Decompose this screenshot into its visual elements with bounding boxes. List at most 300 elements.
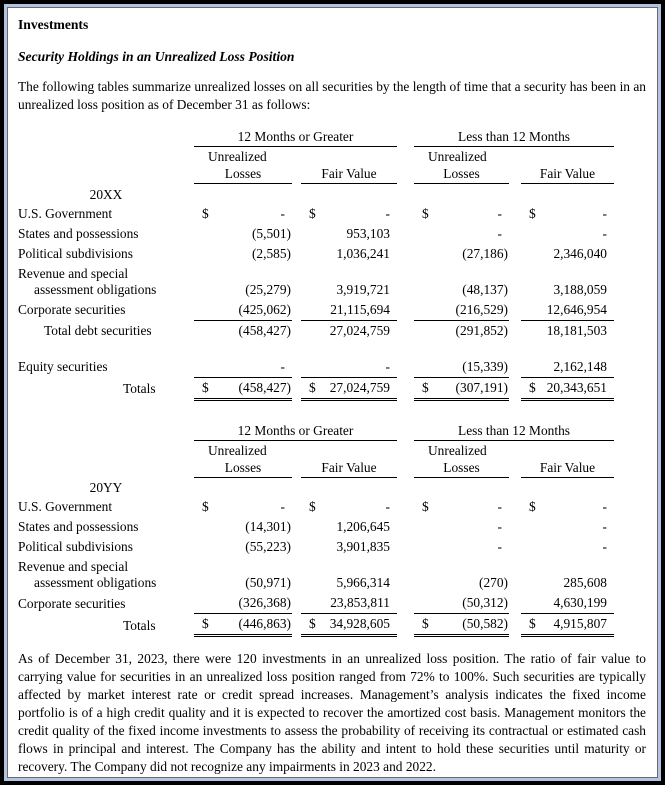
group-header-row xyxy=(18,422,614,441)
column-gap xyxy=(397,357,414,378)
value-cell xyxy=(194,244,292,264)
column-gap xyxy=(397,497,414,517)
currency-symbol xyxy=(414,246,425,262)
column-gap xyxy=(292,593,301,614)
currency-symbol: $ xyxy=(202,379,209,395)
document-page xyxy=(7,7,658,778)
value: 3,919,721 xyxy=(336,281,390,297)
currency-symbol xyxy=(521,226,532,242)
column-gap xyxy=(292,264,301,300)
value-cell xyxy=(414,497,509,517)
value: (2,585) xyxy=(251,245,291,261)
currency-symbol xyxy=(301,282,312,298)
value-cell xyxy=(521,204,614,224)
value-cell xyxy=(194,614,292,636)
column-header-line2: Losses xyxy=(443,166,480,181)
value-cell xyxy=(521,517,614,537)
column-gap xyxy=(397,204,414,224)
column-gap xyxy=(509,204,521,224)
currency-symbol xyxy=(521,595,532,611)
value: 23,853,811 xyxy=(330,595,390,610)
value: 21,115,694 xyxy=(330,301,390,317)
currency-symbol xyxy=(194,539,205,555)
unrealized-loss-table-20xx xyxy=(18,128,614,401)
row-label-line2: assessment obligations xyxy=(34,281,157,297)
currency-symbol: $ xyxy=(202,205,209,221)
column-gap xyxy=(397,517,414,537)
column-header-unrealized-losses xyxy=(414,440,509,477)
table-row xyxy=(18,557,614,593)
column-header-line1 xyxy=(521,441,614,459)
group-header-less-than-12-months: Less than 12 Months xyxy=(414,128,614,147)
currency-symbol: $ xyxy=(422,205,429,221)
value: - xyxy=(280,358,285,374)
value-cell xyxy=(521,377,614,399)
currency-symbol xyxy=(301,246,312,262)
row-label-line1: Revenue and special xyxy=(18,265,129,281)
value-cell xyxy=(194,320,292,341)
column-header-line2: Losses xyxy=(443,459,480,475)
value: - xyxy=(602,519,607,534)
row-label xyxy=(18,264,194,300)
table-row xyxy=(18,357,614,378)
value: (14,301) xyxy=(245,519,291,534)
value: (55,223) xyxy=(245,539,291,554)
currency-symbol xyxy=(194,519,205,535)
table-row xyxy=(18,497,614,517)
column-header-line2: Losses xyxy=(224,459,262,475)
value-cell xyxy=(521,593,614,614)
row-label xyxy=(18,204,194,224)
value-cell xyxy=(521,264,614,300)
currency-symbol: $ xyxy=(309,205,316,221)
value: (25,279) xyxy=(245,281,291,297)
table-row xyxy=(18,224,614,244)
column-header-unrealized-losses xyxy=(414,147,509,184)
currency-symbol xyxy=(414,282,425,298)
currency-symbol xyxy=(414,226,425,242)
table-row xyxy=(18,517,614,537)
column-header-row xyxy=(18,147,614,184)
value: 3,188,059 xyxy=(553,281,607,297)
column-gap xyxy=(397,422,414,441)
value-cell xyxy=(194,557,292,593)
column-gap xyxy=(397,614,414,636)
value-cell xyxy=(301,377,397,399)
column-gap xyxy=(509,517,521,537)
value-cell xyxy=(414,264,509,300)
value: 27,024,759 xyxy=(329,379,390,395)
column-header-line2: Fair Value xyxy=(321,459,377,475)
group-header-12-months-or-greater: 12 Months or Greater xyxy=(194,128,397,147)
column-header-fair-value xyxy=(521,440,614,477)
currency-symbol: $ xyxy=(529,499,536,514)
table-row xyxy=(18,537,614,557)
currency-symbol xyxy=(194,282,205,298)
value: (307,191) xyxy=(455,379,508,395)
value-cell xyxy=(301,244,397,264)
currency-symbol xyxy=(414,519,425,535)
value-cell xyxy=(301,264,397,300)
table-row xyxy=(18,320,614,341)
value: - xyxy=(497,225,502,241)
column-gap xyxy=(397,244,414,264)
currency-symbol xyxy=(521,575,532,591)
value: (291,852) xyxy=(455,322,508,338)
row-label-line1: Revenue and special xyxy=(18,559,129,574)
label-column-spacer xyxy=(18,422,194,441)
value-cell xyxy=(194,377,292,399)
value-cell xyxy=(414,557,509,593)
column-gap xyxy=(509,614,521,636)
year-label: 20YY xyxy=(89,480,123,495)
value-cell xyxy=(301,204,397,224)
value: 1,206,645 xyxy=(336,519,390,534)
column-header-row xyxy=(18,440,614,477)
closing-paragraph: As of December 31, 2023, there were 120 investments in an unrealized loss position. The ratio of fair value to carrying value for securities in an unrealized loss position ranged from 72% to 100%. Such securities are typically affected by market interest rate or credit spread increases. Management’s analysis indicates the fixed income portfolio is of a high credit quality and it is expected to recover the amortized cost basis. Management monitors the credit quality of the fixed income investments to assess the probability of receiving its contractual or estimated cash flows in principal and interest. The Company has the ability and intent to hold these securities until maturity or recovery. The Company did not recognize any impairments in 2023 and 2022. xyxy=(18,651,646,774)
column-gap xyxy=(292,614,301,636)
label-column-spacer xyxy=(18,128,194,147)
row-label xyxy=(18,497,194,517)
value-cell xyxy=(414,357,509,378)
value: - xyxy=(280,205,285,221)
row-label xyxy=(18,377,194,399)
currency-symbol xyxy=(414,359,425,375)
value-cell xyxy=(194,517,292,537)
spacer-row xyxy=(18,341,614,357)
row-label xyxy=(18,357,194,378)
value-cell xyxy=(301,300,397,321)
value: - xyxy=(497,519,502,534)
column-gap xyxy=(509,537,521,557)
currency-symbol xyxy=(521,519,532,535)
currency-symbol xyxy=(194,226,205,242)
column-gap xyxy=(509,244,521,264)
currency-symbol xyxy=(194,246,205,262)
table-row xyxy=(18,614,614,636)
value-cell xyxy=(301,593,397,614)
column-gap xyxy=(292,357,301,378)
value: (15,339) xyxy=(462,358,508,374)
value: (446,863) xyxy=(238,616,291,631)
value-cell xyxy=(414,517,509,537)
value: 1,036,241 xyxy=(336,245,390,261)
value-cell xyxy=(414,224,509,244)
value: (50,971) xyxy=(245,575,291,590)
table-row xyxy=(18,204,614,224)
value-cell xyxy=(301,537,397,557)
value: (5,501) xyxy=(251,225,291,241)
value-cell xyxy=(301,497,397,517)
value: (270) xyxy=(478,575,508,590)
value-cell xyxy=(301,614,397,636)
row-label xyxy=(18,224,194,244)
value-cell xyxy=(301,557,397,593)
value: (50,312) xyxy=(462,595,508,610)
column-header-line1: Unrealized xyxy=(208,442,267,458)
row-label-line1: Corporate securities xyxy=(18,595,126,611)
currency-symbol xyxy=(521,282,532,298)
value-cell xyxy=(414,320,509,341)
column-header-line1 xyxy=(301,441,397,459)
table-row xyxy=(18,300,614,321)
table-row xyxy=(18,244,614,264)
currency-symbol: $ xyxy=(202,616,209,631)
group-header-12-months-or-greater: 12 Months or Greater xyxy=(194,422,397,441)
value: - xyxy=(497,205,502,221)
currency-symbol xyxy=(301,359,312,375)
value-cell xyxy=(194,537,292,557)
value: 2,346,040 xyxy=(553,245,607,261)
value-cell xyxy=(414,204,509,224)
year-row-spacer xyxy=(194,184,614,204)
value-cell xyxy=(194,300,292,321)
currency-symbol xyxy=(194,575,205,591)
value-cell xyxy=(194,497,292,517)
value: - xyxy=(602,499,607,514)
row-label-line1: Political subdivisions xyxy=(18,539,133,554)
currency-symbol: $ xyxy=(422,499,429,514)
row-label-line1: Corporate securities xyxy=(18,302,126,317)
currency-symbol xyxy=(414,575,425,591)
year-label: 20XX xyxy=(89,186,123,202)
value: (216,529) xyxy=(455,301,508,317)
value: (27,186) xyxy=(462,245,508,261)
value-cell xyxy=(301,357,397,378)
label-column-spacer xyxy=(18,147,194,184)
currency-symbol xyxy=(521,539,532,555)
currency-symbol xyxy=(414,539,425,555)
row-label-line1: Totals xyxy=(123,381,156,396)
column-gap xyxy=(509,147,521,184)
value: (48,137) xyxy=(462,281,508,297)
column-header-line2: Losses xyxy=(224,166,262,181)
value: (50,582) xyxy=(462,616,508,631)
value-cell xyxy=(301,320,397,341)
row-label-line1: Political subdivisions xyxy=(18,245,133,261)
column-header-line2: Fair Value xyxy=(321,166,377,181)
column-gap xyxy=(397,300,414,321)
column-header-unrealized-losses xyxy=(194,440,292,477)
column-header-fair-value xyxy=(301,147,397,184)
table-row xyxy=(18,264,614,300)
column-gap xyxy=(292,497,301,517)
currency-symbol: $ xyxy=(309,379,316,395)
value: - xyxy=(280,499,285,514)
group-header-less-than-12-months: Less than 12 Months xyxy=(414,422,614,441)
value-cell xyxy=(521,357,614,378)
value-cell xyxy=(414,244,509,264)
column-gap xyxy=(292,147,301,184)
column-gap xyxy=(397,440,414,477)
value: (458,427) xyxy=(238,379,291,395)
column-gap xyxy=(509,357,521,378)
currency-symbol xyxy=(301,595,312,611)
currency-symbol: $ xyxy=(529,379,536,395)
column-gap xyxy=(397,377,414,399)
column-header-line1 xyxy=(301,147,397,165)
year-row xyxy=(18,184,614,204)
value-cell xyxy=(194,264,292,300)
value: 953,103 xyxy=(346,225,390,241)
column-gap xyxy=(292,204,301,224)
row-label-line1: States and possessions xyxy=(18,225,139,241)
currency-symbol: $ xyxy=(202,499,209,514)
value-cell xyxy=(194,593,292,614)
value: - xyxy=(497,539,502,554)
group-header-row xyxy=(18,128,614,147)
value: 4,630,199 xyxy=(553,595,607,610)
unrealized-loss-table-20yy xyxy=(18,422,614,638)
row-label-line1: U.S. Government xyxy=(18,499,113,514)
value: - xyxy=(602,225,607,241)
column-gap xyxy=(292,377,301,399)
table-row xyxy=(18,377,614,399)
row-label-line1: Totals xyxy=(123,617,156,633)
column-header-line2: Fair Value xyxy=(539,459,596,475)
value: - xyxy=(385,205,390,221)
currency-symbol xyxy=(301,519,312,535)
column-gap xyxy=(397,557,414,593)
currency-symbol xyxy=(301,539,312,555)
value: - xyxy=(385,499,390,514)
spacer-cell xyxy=(18,341,614,357)
column-gap xyxy=(509,593,521,614)
value-cell xyxy=(414,300,509,321)
value-cell xyxy=(194,357,292,378)
value: 285,608 xyxy=(563,575,607,590)
section-subtitle: Security Holdings in an Unrealized Loss Position xyxy=(18,49,295,64)
column-gap xyxy=(509,320,521,341)
row-label xyxy=(18,593,194,614)
intro-paragraph: The following tables summarize unrealized losses on all securities by the length of time that a security has been in an unrealized loss position as of December 31 as follows: xyxy=(18,79,646,112)
column-gap xyxy=(397,537,414,557)
value-cell xyxy=(521,537,614,557)
column-gap xyxy=(509,377,521,399)
currency-symbol xyxy=(301,575,312,591)
currency-symbol: $ xyxy=(529,616,536,631)
value: - xyxy=(602,205,607,221)
column-gap xyxy=(292,300,301,321)
currency-symbol xyxy=(194,302,205,318)
column-gap xyxy=(292,537,301,557)
column-gap xyxy=(397,128,414,147)
value: 27,024,759 xyxy=(329,322,390,338)
value-cell xyxy=(521,614,614,636)
currency-symbol: $ xyxy=(309,499,316,514)
column-gap xyxy=(292,517,301,537)
column-gap xyxy=(397,593,414,614)
currency-symbol xyxy=(301,302,312,318)
row-label-line1: Equity securities xyxy=(18,359,108,374)
row-label-line2: assessment obligations xyxy=(34,575,157,590)
value: - xyxy=(385,358,390,374)
value-cell xyxy=(521,320,614,341)
currency-symbol xyxy=(521,302,532,318)
column-gap xyxy=(509,497,521,517)
currency-symbol xyxy=(521,359,532,375)
currency-symbol xyxy=(414,323,425,339)
value: 18,181,503 xyxy=(546,322,607,338)
value-cell xyxy=(521,557,614,593)
currency-symbol xyxy=(194,359,205,375)
value-cell xyxy=(521,300,614,321)
value-cell xyxy=(521,497,614,517)
value-cell xyxy=(194,224,292,244)
column-header-line1: Unrealized xyxy=(208,149,267,164)
currency-symbol: $ xyxy=(309,616,316,631)
value-cell xyxy=(301,224,397,244)
value: - xyxy=(497,499,502,514)
value: 2,162,148 xyxy=(553,358,607,374)
row-label xyxy=(18,320,194,341)
page-title: Investments xyxy=(18,17,89,32)
column-gap xyxy=(292,224,301,244)
row-label xyxy=(18,537,194,557)
row-label-line1: Total debt securities xyxy=(44,322,152,338)
value: (425,062) xyxy=(238,301,291,317)
table-row xyxy=(18,593,614,614)
value-cell xyxy=(414,614,509,636)
value: 34,928,605 xyxy=(329,616,390,631)
value: 5,966,314 xyxy=(336,575,390,590)
value: - xyxy=(602,539,607,554)
currency-symbol xyxy=(301,323,312,339)
column-gap xyxy=(509,264,521,300)
value-cell xyxy=(414,377,509,399)
currency-symbol xyxy=(521,323,532,339)
column-header-fair-value xyxy=(521,147,614,184)
column-header-line1: Unrealized xyxy=(428,442,487,458)
value-cell xyxy=(521,224,614,244)
currency-symbol xyxy=(414,302,425,318)
column-header-line1: Unrealized xyxy=(428,149,487,164)
column-header-unrealized-losses xyxy=(194,147,292,184)
value-cell xyxy=(301,517,397,537)
value: 12,646,954 xyxy=(546,301,607,317)
value-cell xyxy=(414,537,509,557)
row-label xyxy=(18,244,194,264)
currency-symbol xyxy=(194,595,205,611)
column-gap xyxy=(292,320,301,341)
value: (458,427) xyxy=(238,322,291,338)
value-cell xyxy=(414,593,509,614)
row-label xyxy=(18,517,194,537)
row-label xyxy=(18,614,194,636)
value-cell xyxy=(521,244,614,264)
value: (326,368) xyxy=(238,595,291,610)
value: 4,915,807 xyxy=(553,616,607,631)
value-cell xyxy=(194,204,292,224)
currency-symbol: $ xyxy=(422,379,429,395)
year-row xyxy=(18,477,614,497)
year-row-spacer xyxy=(194,477,614,497)
column-gap xyxy=(397,224,414,244)
column-gap xyxy=(509,300,521,321)
currency-symbol xyxy=(521,246,532,262)
currency-symbol: $ xyxy=(422,616,429,631)
column-header-fair-value xyxy=(301,440,397,477)
currency-symbol: $ xyxy=(529,205,536,221)
column-header-line1 xyxy=(521,147,614,165)
row-label xyxy=(18,300,194,321)
column-gap xyxy=(509,224,521,244)
row-label-line1: States and possessions xyxy=(18,519,139,534)
row-label-line1: U.S. Government xyxy=(18,205,113,221)
row-label xyxy=(18,557,194,593)
column-header-line2: Fair Value xyxy=(539,166,596,181)
value: 20,343,651 xyxy=(546,379,607,395)
